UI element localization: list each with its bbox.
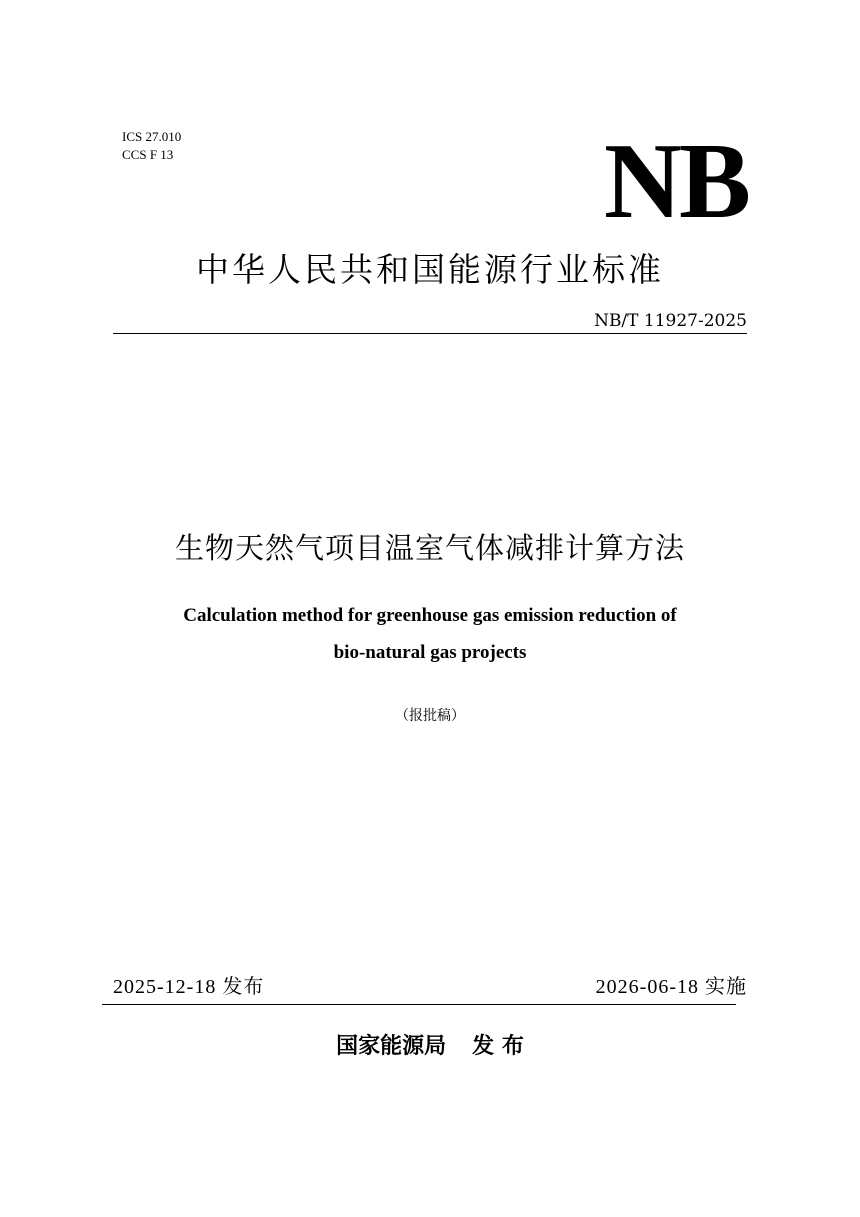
title-english-line1: Calculation method for greenhouse gas emission reduction of [183,605,677,626]
footer-divider [102,1004,736,1005]
draft-status: （报批稿） [395,708,465,724]
ccs-code: CCS F 13 [122,147,174,162]
ics-code: ICS 27.010 [122,129,182,144]
issue-date: 2025-12-18 发布 [113,976,265,998]
classification-codes [122,128,181,164]
title-chinese: 生物天然气项目温室气体减排计算方法 [174,531,685,565]
standard-number: NB/T 11927-2025 [594,311,747,331]
title-english-line2: bio-natural gas projects [333,642,527,663]
publisher-action: 发 布 [472,1034,524,1059]
industry-standard-title: 中华人民共和国能源行业标准 [196,250,664,289]
publisher-authority: 国家能源局 [336,1034,447,1059]
implementation-date: 2026-06-18 实施 [595,976,747,998]
header-divider [113,333,747,334]
nb-logo: NB [603,122,748,241]
publisher [60,1032,800,1062]
